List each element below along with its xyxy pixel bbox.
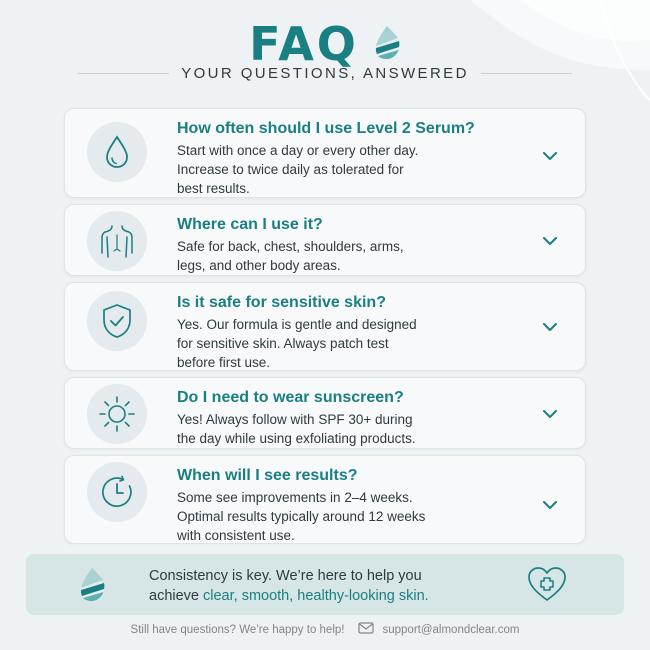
page-title: FAQ — [249, 17, 359, 71]
faq-question: When will I see results? — [177, 467, 358, 484]
banner-text — [149, 566, 509, 606]
faq-answer-line: the day while using exfoliating products. — [177, 431, 416, 446]
page-subtitle: YOUR QUESTIONS, ANSWERED — [181, 64, 469, 82]
faq-answer — [177, 410, 507, 448]
envelope-icon — [358, 622, 374, 637]
water-drop-icon — [87, 122, 147, 182]
support-email[interactable]: support@almondclear.com — [382, 623, 520, 636]
faq-item[interactable] — [64, 108, 586, 198]
banner-highlight: clear, smooth, healthy-looking skin. — [203, 588, 429, 604]
help-text: Still have questions? We’re happy to help! — [130, 623, 345, 636]
chevron-down-icon[interactable] — [539, 145, 561, 167]
faq-answer-line: Yes. Our formula is gentle and designed — [177, 317, 417, 332]
divider — [78, 73, 169, 74]
chevron-down-icon[interactable] — [539, 230, 561, 252]
faq-question: How often should I use Level 2 Serum? — [177, 120, 475, 137]
faq-item[interactable] — [64, 455, 586, 544]
faq-answer-line: Yes! Always follow with SPF 30+ during — [177, 412, 413, 427]
contact-footer — [0, 622, 650, 637]
faq-answer — [177, 237, 507, 275]
faq-answer-line: Some see improvements in 2–4 weeks. — [177, 490, 413, 505]
email-link[interactable] — [358, 622, 519, 637]
faq-answer-line: best results. — [177, 181, 250, 196]
almond-drop-logo-icon — [373, 24, 401, 65]
banner-line-2 — [149, 586, 509, 606]
faq-answer — [177, 141, 507, 198]
almond-drop-logo-icon — [78, 566, 106, 607]
faq-answer-line: Safe for back, chest, shoulders, arms, — [177, 239, 404, 254]
chevron-down-icon[interactable] — [539, 403, 561, 425]
faq-question: Do I need to wear sunscreen? — [177, 389, 404, 406]
banner-line-1: Consistency is key. We’re here to help you — [149, 568, 422, 584]
faq-answer — [177, 488, 507, 545]
divider — [481, 73, 572, 74]
faq-answer-line: Increase to twice daily as tolerated for — [177, 162, 404, 177]
faq-question: Where can I use it? — [177, 216, 323, 233]
faq-answer — [177, 315, 507, 372]
faq-answer-line: before first use. — [177, 355, 271, 370]
body-torso-icon — [87, 211, 147, 271]
chevron-down-icon[interactable] — [539, 316, 561, 338]
faq-item[interactable] — [64, 377, 586, 449]
chevron-down-icon[interactable] — [539, 494, 561, 516]
clock-icon — [87, 462, 147, 522]
banner-line-2-prefix: achieve — [149, 588, 204, 604]
faq-item[interactable] — [64, 204, 586, 276]
faq-answer-line: with consistent use. — [177, 528, 295, 543]
shield-check-icon — [87, 291, 147, 351]
consistency-banner — [26, 554, 624, 615]
subtitle-row — [78, 62, 572, 84]
faq-answer-line: Optimal results typically around 12 weeks — [177, 509, 426, 524]
faq-answer-line: Start with once a day or every other day. — [177, 143, 419, 158]
faq-answer-line: legs, and other body areas. — [177, 258, 341, 273]
faq-question: Is it safe for sensitive skin? — [177, 294, 386, 311]
heart-plus-icon — [526, 565, 568, 608]
faq-answer-line: for sensitive skin. Always patch test — [177, 336, 389, 351]
faq-item[interactable] — [64, 282, 586, 371]
sun-icon — [87, 384, 147, 444]
